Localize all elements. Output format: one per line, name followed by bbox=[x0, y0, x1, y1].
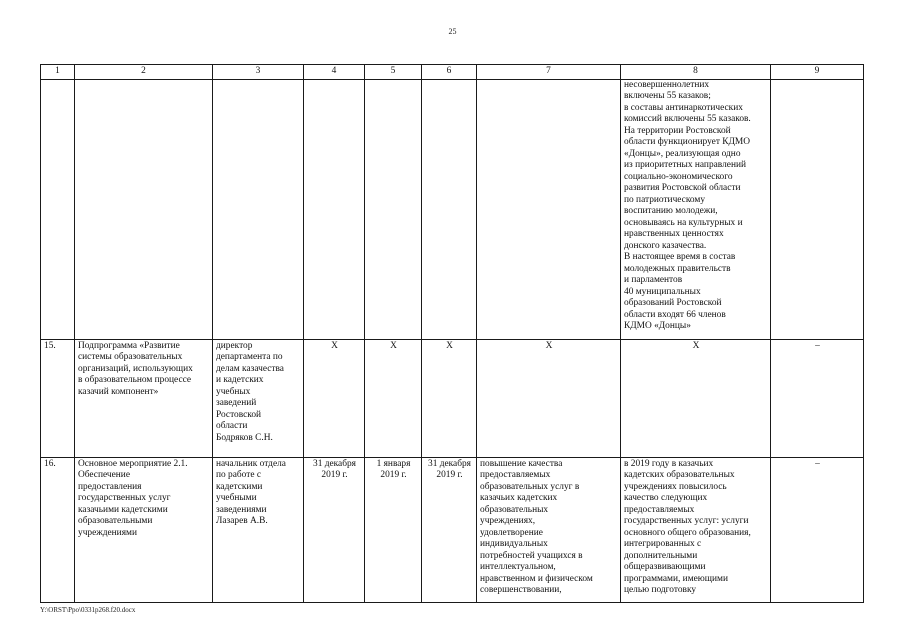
actual-result-text-line: государственных услуг: услуги bbox=[624, 516, 749, 526]
actual-result-text-line: качество следующих bbox=[624, 493, 708, 503]
header-col-9: 9 bbox=[771, 65, 864, 80]
actual-result-text-line: основного общего образования, bbox=[624, 527, 751, 538]
subprogram-text-line: Подпрограмма «Развитие bbox=[78, 340, 180, 351]
activity-text-line: государственных услуг bbox=[78, 493, 171, 503]
activity-text-line: образовательными bbox=[78, 516, 153, 526]
header-col-6: 6 bbox=[422, 65, 477, 80]
row16-responsible bbox=[213, 457, 304, 602]
responsible-text-line: директор bbox=[216, 340, 253, 351]
cell-cont-col3 bbox=[213, 79, 304, 339]
row15-col4: Х bbox=[304, 339, 365, 457]
header-col-1: 1 bbox=[41, 65, 75, 80]
responsible-text-line: Ростовской bbox=[216, 409, 262, 420]
responsible-text-line: заведений bbox=[216, 398, 257, 408]
table-row-15 bbox=[41, 339, 864, 457]
planned-result-text-line: удовлетворение bbox=[480, 527, 543, 538]
result-text-line: основываясь на культурных и bbox=[624, 217, 743, 228]
cell-cont-col4 bbox=[304, 79, 365, 339]
activity-text-line: Обеспечение bbox=[78, 470, 130, 480]
row15-col5: Х bbox=[365, 339, 422, 457]
result-text-line: несовершеннолетних bbox=[624, 79, 710, 90]
result-text-line: В настоящее время в состав bbox=[624, 252, 736, 262]
planned-result-text-line: повышение качества bbox=[480, 458, 563, 469]
responsible-text-line: и кадетских bbox=[216, 375, 264, 385]
planned-result-text-line: учреждениях, bbox=[480, 516, 536, 526]
row16-actual-end bbox=[422, 457, 477, 602]
planned-result-text-line: нравственном и физическом bbox=[480, 573, 593, 584]
subprogram-text-line: организаций, использующих bbox=[78, 363, 193, 374]
table-row-continuation bbox=[41, 79, 864, 339]
result-text-line: КДМО «Донцы» bbox=[624, 321, 691, 331]
planned-result-text-line: совершенствовании, bbox=[480, 585, 562, 594]
result-text-line: комиссий включены 55 казаков. bbox=[624, 114, 751, 124]
row16-actual-result bbox=[621, 457, 771, 602]
result-text-line: На территории Ростовской bbox=[624, 125, 731, 136]
row15-subprogram bbox=[75, 339, 213, 457]
result-text-line: из приоритетных направлений bbox=[624, 160, 746, 170]
actual-result-text-line: общеразвивающими bbox=[624, 562, 706, 572]
planned-result-text-line: предоставляемых bbox=[480, 470, 551, 480]
actual-result-text-line: кадетских образовательных bbox=[624, 470, 735, 480]
result-text-line: развития Ростовской области bbox=[624, 183, 741, 193]
header-col-3: 3 bbox=[213, 65, 304, 80]
result-text-line: в составы антинаркотических bbox=[624, 102, 743, 113]
activity-text-line: учреждениями bbox=[78, 527, 137, 538]
row16-planned-result bbox=[477, 457, 621, 602]
planned-result-text-line: образовательных bbox=[480, 504, 549, 515]
result-text-line: по патриотическому bbox=[624, 194, 706, 205]
header-col-2: 2 bbox=[75, 65, 213, 80]
row16-col9: – bbox=[771, 457, 864, 602]
date-text-line: 31 декабря bbox=[428, 458, 471, 469]
subprogram-text-line: системы образовательных bbox=[78, 352, 183, 362]
responsible-text-line: учебными bbox=[216, 493, 257, 503]
header-col-7: 7 bbox=[477, 65, 621, 80]
row16-actual-start bbox=[365, 457, 422, 602]
activity-text-line: предоставления bbox=[78, 481, 142, 492]
date-text-line: 1 января bbox=[376, 458, 411, 469]
file-path-footer: Y:\ORST\Ppo\0331p268.f20.docx bbox=[40, 606, 136, 614]
result-text-line: и парламентов bbox=[624, 275, 683, 285]
responsible-text-line: кадетскими bbox=[216, 481, 263, 492]
row15-col7: Х bbox=[477, 339, 621, 457]
header-col-4: 4 bbox=[304, 65, 365, 80]
actual-result-text-line: учреждениях повысилось bbox=[624, 481, 727, 492]
actual-result-text-line: в 2019 году в казачьих bbox=[624, 458, 714, 469]
responsible-text-line: области bbox=[216, 421, 248, 431]
actual-result-text-line: целью подготовку bbox=[624, 585, 697, 594]
result-text-line: донского казачества. bbox=[624, 240, 707, 251]
actual-result-text-line: интегрированных с bbox=[624, 539, 702, 549]
activity-text-line: казачьими кадетскими bbox=[78, 504, 168, 515]
activity-text-line: Основное мероприятие 2.1. bbox=[78, 458, 188, 469]
planned-result-text-line: образовательных услуг в bbox=[480, 481, 580, 492]
responsible-text-line: по работе с bbox=[216, 470, 261, 480]
actual-result-text-line: дополнительными bbox=[624, 550, 698, 561]
header-row bbox=[41, 65, 864, 80]
row15-col6: Х bbox=[422, 339, 477, 457]
result-text-line: включены 55 казаков; bbox=[624, 91, 711, 101]
row16-planned-end bbox=[304, 457, 365, 602]
result-text-line: «Донцы», реализующая одно bbox=[624, 148, 741, 159]
page-number: 25 bbox=[448, 27, 457, 36]
responsible-text-line: начальник отдела bbox=[216, 458, 286, 469]
cell-cont-col6 bbox=[422, 79, 477, 339]
row16-number: 16. bbox=[41, 457, 75, 602]
row15-responsible bbox=[213, 339, 304, 457]
planned-result-text-line: казачьих кадетских bbox=[480, 493, 558, 503]
cell-cont-col5 bbox=[365, 79, 422, 339]
result-text-line: области входят 66 членов bbox=[624, 309, 726, 320]
result-text-line: 40 муниципальных bbox=[624, 286, 701, 297]
responsible-text-line: департамента по bbox=[216, 352, 283, 362]
result-text-line: молодежных правительств bbox=[624, 263, 731, 274]
cell-cont-col2 bbox=[75, 79, 213, 339]
result-text-line: социально-экономического bbox=[624, 171, 733, 182]
result-text-line: области функционирует КДМО bbox=[624, 137, 751, 147]
date-text-line: 2019 г. bbox=[321, 470, 348, 480]
subprogram-text-line: в образовательном процессе bbox=[78, 375, 192, 385]
result-text-line: образований Ростовской bbox=[624, 298, 722, 308]
cell-cont-col7 bbox=[477, 79, 621, 339]
responsible-text-line: Бодряков С.Н. bbox=[216, 432, 273, 443]
row15-number: 15. bbox=[41, 339, 75, 457]
document-table bbox=[40, 64, 864, 603]
responsible-text-line: Лазарев А.В. bbox=[216, 516, 268, 526]
row15-col9: – bbox=[771, 339, 864, 457]
result-text-line: нравственных ценностях bbox=[624, 229, 724, 239]
row15-col8: Х bbox=[621, 339, 771, 457]
header-col-8: 8 bbox=[621, 65, 771, 80]
date-text-line: 2019 г. bbox=[380, 470, 407, 480]
cell-cont-col1 bbox=[41, 79, 75, 339]
cell-cont-col9 bbox=[771, 79, 864, 339]
responsible-text-line: делам казачества bbox=[216, 363, 284, 374]
planned-result-text-line: потребностей учащихся в bbox=[480, 550, 583, 561]
row16-activity bbox=[75, 457, 213, 602]
header-col-5: 5 bbox=[365, 65, 422, 80]
responsible-text-line: учебных bbox=[216, 386, 251, 397]
date-text-line: 31 декабря bbox=[313, 458, 356, 469]
subprogram-text-line: казачий компонент» bbox=[78, 386, 159, 397]
result-text-line: воспитанию молодежи, bbox=[624, 206, 718, 216]
responsible-text-line: заведениями bbox=[216, 504, 267, 515]
date-text-line: 2019 г. bbox=[436, 470, 463, 480]
actual-result-text-line: программами, имеющими bbox=[624, 573, 728, 584]
table-row-16 bbox=[41, 457, 864, 602]
actual-result-text-line: предоставляемых bbox=[624, 504, 695, 515]
cell-cont-col8 bbox=[621, 79, 771, 339]
planned-result-text-line: индивидуальных bbox=[480, 539, 548, 549]
planned-result-text-line: интеллектуальном, bbox=[480, 562, 556, 572]
